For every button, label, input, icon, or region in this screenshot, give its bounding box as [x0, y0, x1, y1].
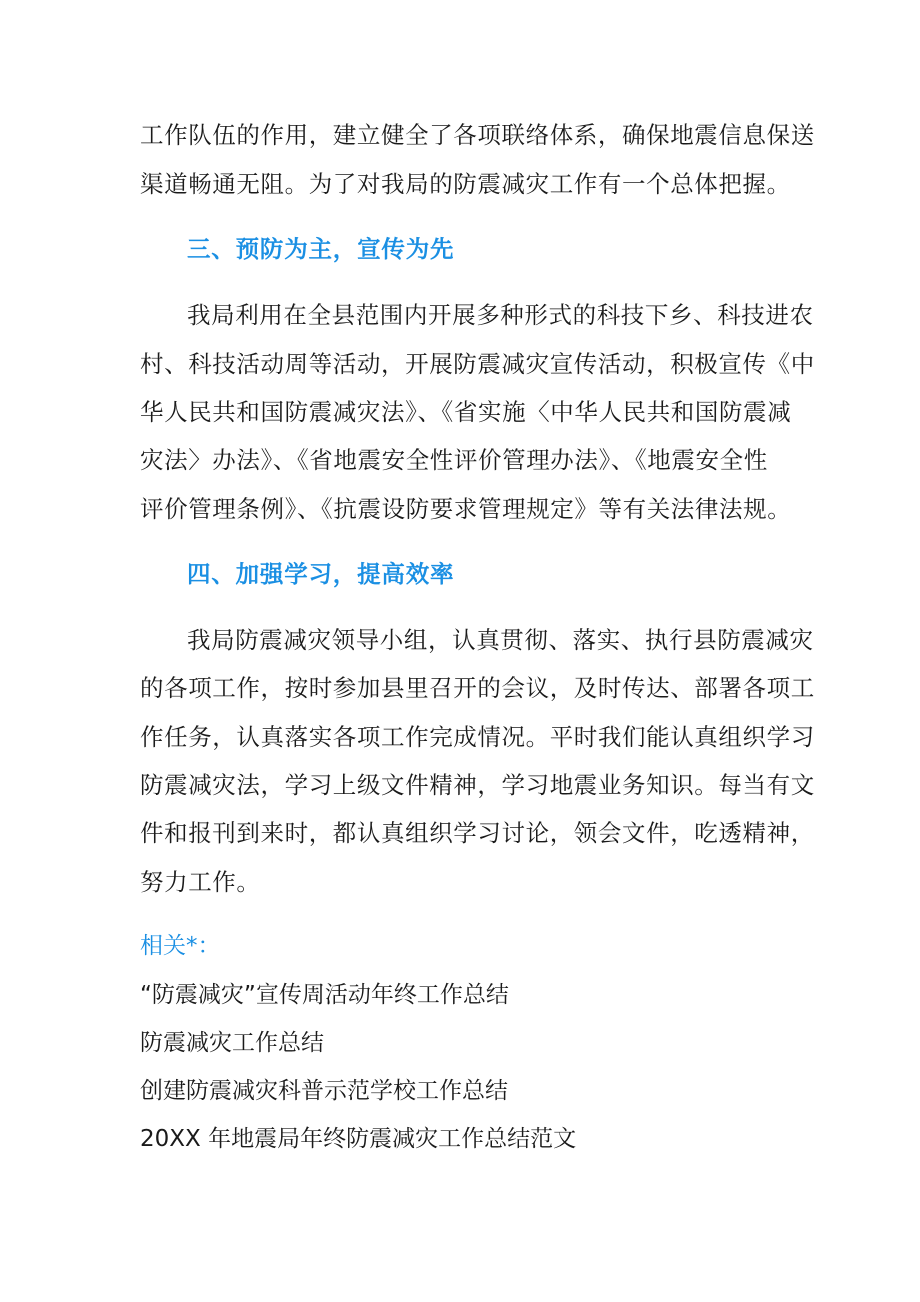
section-heading-3: 三、预防为主，宣传为先	[187, 235, 455, 263]
related-link[interactable]: 防震减灾工作总结	[140, 1030, 324, 1056]
paragraph-line: 努力工作。	[140, 868, 261, 896]
paragraph-line: 村、科技活动周等活动，开展防震减灾宣传活动，积极宣传《中	[140, 350, 815, 378]
paragraph-line: 渠道畅通无阻。为了对我局的防震减灾工作有一个总体把握。	[140, 170, 791, 198]
paragraph-line: 的各项工作，按时参加县里召开的会议，及时传达、部署各项工	[140, 674, 815, 702]
paragraph-line: 防震减灾法，学习上级文件精神，学习地震业务知识。每当有文	[140, 771, 815, 799]
paragraph-line: 工作队伍的作用，建立健全了各项联络体系，确保地震信息保送	[140, 121, 815, 149]
paragraph-line: 灾法〉办法》、《省地震安全性评价管理办法》、《地震安全性	[140, 446, 768, 474]
related-link[interactable]: “防震减灾”宣传周活动年终工作总结	[140, 982, 509, 1008]
paragraph-line: 作任务，认真落实各项工作完成情况。平时我们能认真组织学习	[140, 723, 815, 751]
paragraph-line: 评价管理条例》、《抗震设防要求管理规定》等有关法律法规。	[140, 495, 792, 523]
related-link[interactable]: 20XX 年地震局年终防震减灾工作总结范文	[140, 1126, 577, 1152]
related-title: 相关*：	[140, 933, 221, 959]
related-link[interactable]: 创建防震减灾科普示范学校工作总结	[140, 1078, 508, 1104]
paragraph-line: 件和报刊到来时，都认真组织学习讨论，领会文件，吃透精神，	[140, 819, 815, 847]
section-heading-4: 四、加强学习，提高效率	[187, 560, 455, 588]
paragraph-line: 我局利用在全县范围内开展多种形式的科技下乡、科技进农	[187, 301, 814, 329]
paragraph-line: 我局防震减灾领导小组，认真贯彻、落实、执行县防震减灾	[187, 626, 814, 654]
paragraph-line: 华人民共和国防震减灾法》、《省实施〈中华人民共和国防震减	[140, 398, 792, 426]
